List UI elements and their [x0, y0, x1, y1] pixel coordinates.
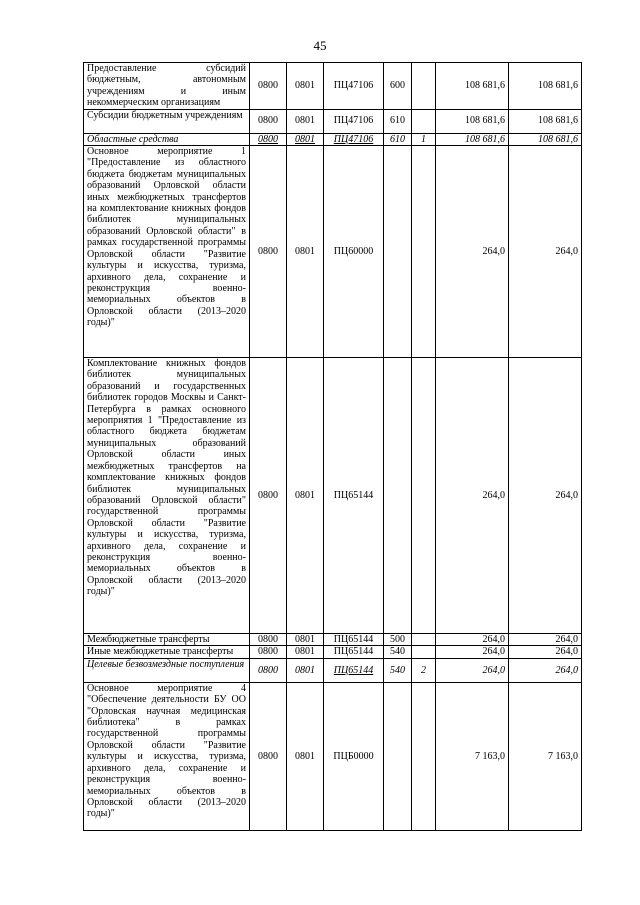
target-code: ПЦБ0000 — [324, 682, 384, 830]
expense-type-code: 600 — [384, 63, 412, 110]
amount-year-1: 108 681,6 — [436, 63, 509, 110]
amount-year-1: 108 681,6 — [436, 133, 509, 145]
expense-type-code — [384, 682, 412, 830]
target-code: ПЦ47106 — [324, 63, 384, 110]
section-code: 0800 — [250, 634, 287, 646]
funding-source-code — [412, 109, 436, 133]
amount-year-2: 264,0 — [509, 658, 582, 682]
section-code: 0800 — [250, 682, 287, 830]
row-name: Комплектование книжных фондов библиотек муниципальных образований и государственных библиотек городов Москвы и Санкт-Петербурга в рамках основного мероприятия 1 "Предоставление из областного бюджета бюджетам муниципальных образований Орловской области иных межбюджетных трансфертов на комплектование книжных фондов библиотек муниципальных образований Орловской области" государственной программы Орловской области "Развитие культуры и искусства, туризма, архивного дела, сохранение и реконструкция военно-мемориальных объектов в Орловской области (2013–2020 годы)" — [84, 358, 250, 634]
subsection-code: 0801 — [287, 146, 324, 358]
amount-year-1: 7 163,0 — [436, 682, 509, 830]
amount-year-2: 108 681,6 — [509, 63, 582, 110]
table-row — [84, 646, 582, 658]
amount-year-2: 264,0 — [509, 146, 582, 358]
expense-type-code — [384, 146, 412, 358]
subsection-code: 0801 — [287, 63, 324, 110]
row-name: Целевые безвозмездные поступления — [84, 658, 250, 682]
target-code: ПЦ65144 — [324, 658, 384, 682]
subsection-code: 0801 — [287, 646, 324, 658]
section-code: 0800 — [250, 146, 287, 358]
table-row — [84, 133, 582, 145]
amount-year-1: 264,0 — [436, 358, 509, 634]
table-row — [84, 63, 582, 110]
row-name: Основное мероприятие 1 "Предоставление из областного бюджета бюджетам муниципальных образований Орловской области иных межбюджетных трансфертов на комплектование книжных фондов библиотек муниципальных образований Орловской области" в рамках государственной программы Орловской области "Развитие культуры и искусства, туризма, архивного дела, сохранение и реконструкция военно-мемориальных объектов в Орловской области (2013–2020 годы)" — [84, 146, 250, 358]
funding-source-code — [412, 146, 436, 358]
expense-type-code: 610 — [384, 133, 412, 145]
amount-year-2: 108 681,6 — [509, 133, 582, 145]
table-row — [84, 658, 582, 682]
section-code: 0800 — [250, 358, 287, 634]
budget-table-body — [84, 63, 582, 831]
row-name: Областные средства — [84, 133, 250, 145]
target-code: ПЦ65144 — [324, 634, 384, 646]
target-code: ПЦ65144 — [324, 358, 384, 634]
table-row — [84, 682, 582, 830]
amount-year-1: 264,0 — [436, 146, 509, 358]
target-code: ПЦ47106 — [324, 133, 384, 145]
amount-year-1: 108 681,6 — [436, 109, 509, 133]
subsection-code: 0801 — [287, 634, 324, 646]
page-number: 45 — [313, 38, 327, 53]
expense-type-code: 500 — [384, 634, 412, 646]
subsection-code: 0801 — [287, 658, 324, 682]
expense-type-code: 540 — [384, 646, 412, 658]
target-code: ПЦ65144 — [324, 646, 384, 658]
row-name: Иные межбюджетные трансферты — [84, 646, 250, 658]
amount-year-2: 264,0 — [509, 646, 582, 658]
subsection-code: 0801 — [287, 133, 324, 145]
section-code: 0800 — [250, 133, 287, 145]
budget-table — [83, 62, 582, 831]
expense-type-code — [384, 358, 412, 634]
funding-source-code: 2 — [412, 658, 436, 682]
subsection-code: 0801 — [287, 109, 324, 133]
amount-year-2: 264,0 — [509, 358, 582, 634]
row-name: Предоставление субсидий бюджетным, автономным учреждениям и иным некоммерческим организациям — [84, 63, 250, 110]
table-row — [84, 634, 582, 646]
row-name: Межбюджетные трансферты — [84, 634, 250, 646]
expense-type-code: 610 — [384, 109, 412, 133]
section-code: 0800 — [250, 658, 287, 682]
table-row — [84, 358, 582, 634]
amount-year-1: 264,0 — [436, 646, 509, 658]
section-code: 0800 — [250, 646, 287, 658]
row-name: Субсидии бюджетным учреждениям — [84, 109, 250, 133]
amount-year-1: 264,0 — [436, 658, 509, 682]
table-row — [84, 109, 582, 133]
subsection-code: 0801 — [287, 682, 324, 830]
amount-year-1: 264,0 — [436, 634, 509, 646]
funding-source-code — [412, 682, 436, 830]
section-code: 0800 — [250, 109, 287, 133]
expense-type-code: 540 — [384, 658, 412, 682]
funding-source-code: 1 — [412, 133, 436, 145]
section-code: 0800 — [250, 63, 287, 110]
funding-source-code — [412, 646, 436, 658]
funding-source-code — [412, 358, 436, 634]
target-code: ПЦ60000 — [324, 146, 384, 358]
funding-source-code — [412, 634, 436, 646]
table-row — [84, 146, 582, 358]
row-name: Основное мероприятие 4 "Обеспечение деятельности БУ ОО "Орловская научная медицинская библиотека" в рамках государственной программы Орловской области "Развитие культуры и искусства, туризма, архивного дела, сохранение и реконструкция военно-мемориальных объектов в Орловской области (2013–2020 годы)" — [84, 682, 250, 830]
amount-year-2: 7 163,0 — [509, 682, 582, 830]
subsection-code: 0801 — [287, 358, 324, 634]
target-code: ПЦ47106 — [324, 109, 384, 133]
amount-year-2: 108 681,6 — [509, 109, 582, 133]
amount-year-2: 264,0 — [509, 634, 582, 646]
funding-source-code — [412, 63, 436, 110]
